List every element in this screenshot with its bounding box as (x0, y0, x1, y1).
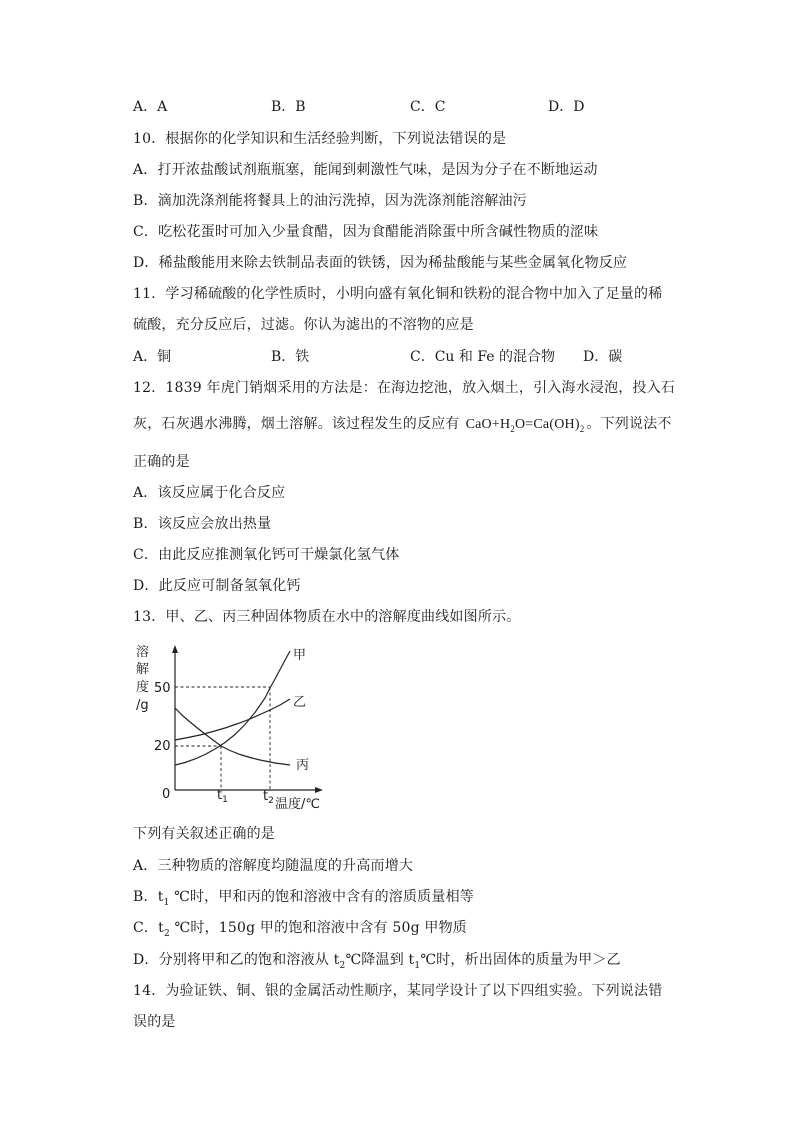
q9-option-c: C．C (410, 99, 446, 115)
q14-stem-line-2: 误的是 (133, 1014, 176, 1030)
reaction-formula (466, 417, 585, 432)
q13-option-b-sub: 1 (163, 897, 170, 908)
x-tick-t2 (263, 789, 274, 806)
x-tick-t1-sub: 1 (222, 795, 228, 805)
q12-option-c: C．由此反应推测氧化钙可干燥氯化氢气体 (133, 547, 400, 563)
formula-part-1: CaO+H (465, 417, 511, 432)
q10-option-b: B．滴加洗涤剂能将餐具上的油污洗掉，因为洗涤剂能溶解油污 (133, 193, 527, 209)
curve-yi (175, 699, 290, 740)
x-axis-label: 温度/℃ (275, 797, 320, 812)
q12-stem-line-2 (133, 414, 672, 435)
x-tick-t2-letter: t (263, 789, 269, 804)
q13-option-c-sub: 2 (163, 928, 170, 939)
q11-option-d: D．碳 (583, 349, 623, 365)
q13-option-c (133, 918, 467, 938)
formula-subscript-1: 2 (510, 423, 515, 434)
x-axis-arrow (315, 787, 323, 793)
q10-option-c: C．吃松花蛋时可加入少量食醋，因为食醋能消除蛋中所含碱性物质的涩味 (133, 224, 599, 240)
q13-stem: 13．甲、乙、丙三种固体物质在水中的溶解度曲线如图所示。 (133, 609, 521, 625)
y-label-char-2: 解 (136, 662, 150, 677)
q13-option-c-part-1: C．t (133, 920, 164, 936)
q13-option-b-part-2: ℃时，甲和丙的饱和溶液中含有的溶质质量相等 (169, 889, 474, 905)
q12-option-b: B．该反应会放出热量 (133, 516, 272, 532)
q12-stem-line-3: 正确的是 (133, 454, 190, 470)
q14-stem-line-1: 14．为验证铁、铜、银的金属活动性顺序，某同学设计了以下四组实验。下列说法错 (133, 983, 663, 999)
formula-part-2: O=Ca(OH) (514, 417, 580, 432)
q12-option-d: D．此反应可制备氢氧化钙 (133, 578, 301, 594)
q13-option-d-part-1: D．分别将甲和乙的饱和溶液从 t (133, 952, 340, 968)
q12-stem-line-1: 12．1839 年虎门销烟采用的方法是：在海边挖池，放入烟土，引入海水浸泡，投入石 (133, 380, 676, 396)
q10-option-a: A．打开浓盐酸试剂瓶瓶塞，能闻到刺激性气味，是因为分子在不断地运动 (133, 162, 598, 178)
q13-prompt: 下列有关叙述正确的是 (133, 826, 275, 842)
q10-stem: 10．根据你的化学知识和生活经验判断，下列说法错误的是 (133, 131, 507, 147)
q12-option-a: A．该反应属于化合反应 (133, 485, 286, 501)
x-tick-t2-sub: 2 (268, 796, 274, 806)
q13-option-c-part-2: ℃时，150g 甲的饱和溶液中含有 50g 甲物质 (169, 920, 468, 936)
q13-option-d-part-2: ℃降温到 t (345, 952, 415, 968)
solubility-curve-figure (130, 640, 340, 815)
q13-option-d (133, 950, 621, 970)
q13-option-a: A．三种物质的溶解度均随温度的升高而增大 (133, 858, 414, 874)
q13-option-d-part-3: ℃时，析出固体的质量为甲＞乙 (420, 952, 621, 968)
y-tick-20: 20 (154, 739, 171, 754)
origin-label: 0 (162, 787, 171, 802)
q11-option-c: C．Cu 和 Fe 的混合物 (410, 349, 556, 365)
q13-option-b (133, 887, 474, 907)
y-tick-50: 50 (154, 681, 171, 696)
y-label-unit: /g (136, 698, 149, 713)
y-label-char-1: 溶 (136, 645, 150, 660)
q9-option-d: D．D (548, 99, 585, 115)
q11-stem-line-2: 硫酸，充分反应后，过滤。你认为滤出的不溶物的应是 (133, 317, 474, 333)
q13-option-b-part-1: B．t (133, 889, 164, 905)
q9-option-b: B．B (271, 99, 306, 115)
q11-option-a: A．铜 (133, 349, 172, 365)
q13-option-d-sub-2: 1 (414, 960, 421, 971)
q12-stem-line-2-end: 。下列说法不 (586, 416, 672, 432)
curve-label-yi: 乙 (293, 695, 307, 710)
q9-option-a: A．A (133, 99, 168, 115)
curve-label-bing: 丙 (296, 758, 310, 773)
q12-stem-line-2-start: 灰，石灰遇水沸腾，烟土溶解。该过程发生的反应有 (133, 416, 460, 432)
x-tick-t1-letter: t (217, 788, 223, 803)
y-axis-arrow (172, 645, 178, 653)
q10-option-d: D．稀盐酸能用来除去铁制品表面的铁锈，因为稀盐酸能与某些金属氧化物反应 (133, 255, 628, 271)
q13-option-d-sub-1: 2 (339, 960, 346, 971)
y-label-char-3: 度 (136, 680, 150, 695)
q11-stem-line-1: 11．学习稀硫酸的化学性质时，小明向盛有氧化铜和铁粉的混合物中加入了足量的稀 (133, 286, 663, 302)
curve-label-jia: 甲 (293, 648, 307, 663)
q9-options (0, 97, 794, 117)
q11-options (0, 347, 794, 367)
q11-option-b: B．铁 (271, 349, 310, 365)
formula-subscript-2: 2 (579, 423, 585, 434)
